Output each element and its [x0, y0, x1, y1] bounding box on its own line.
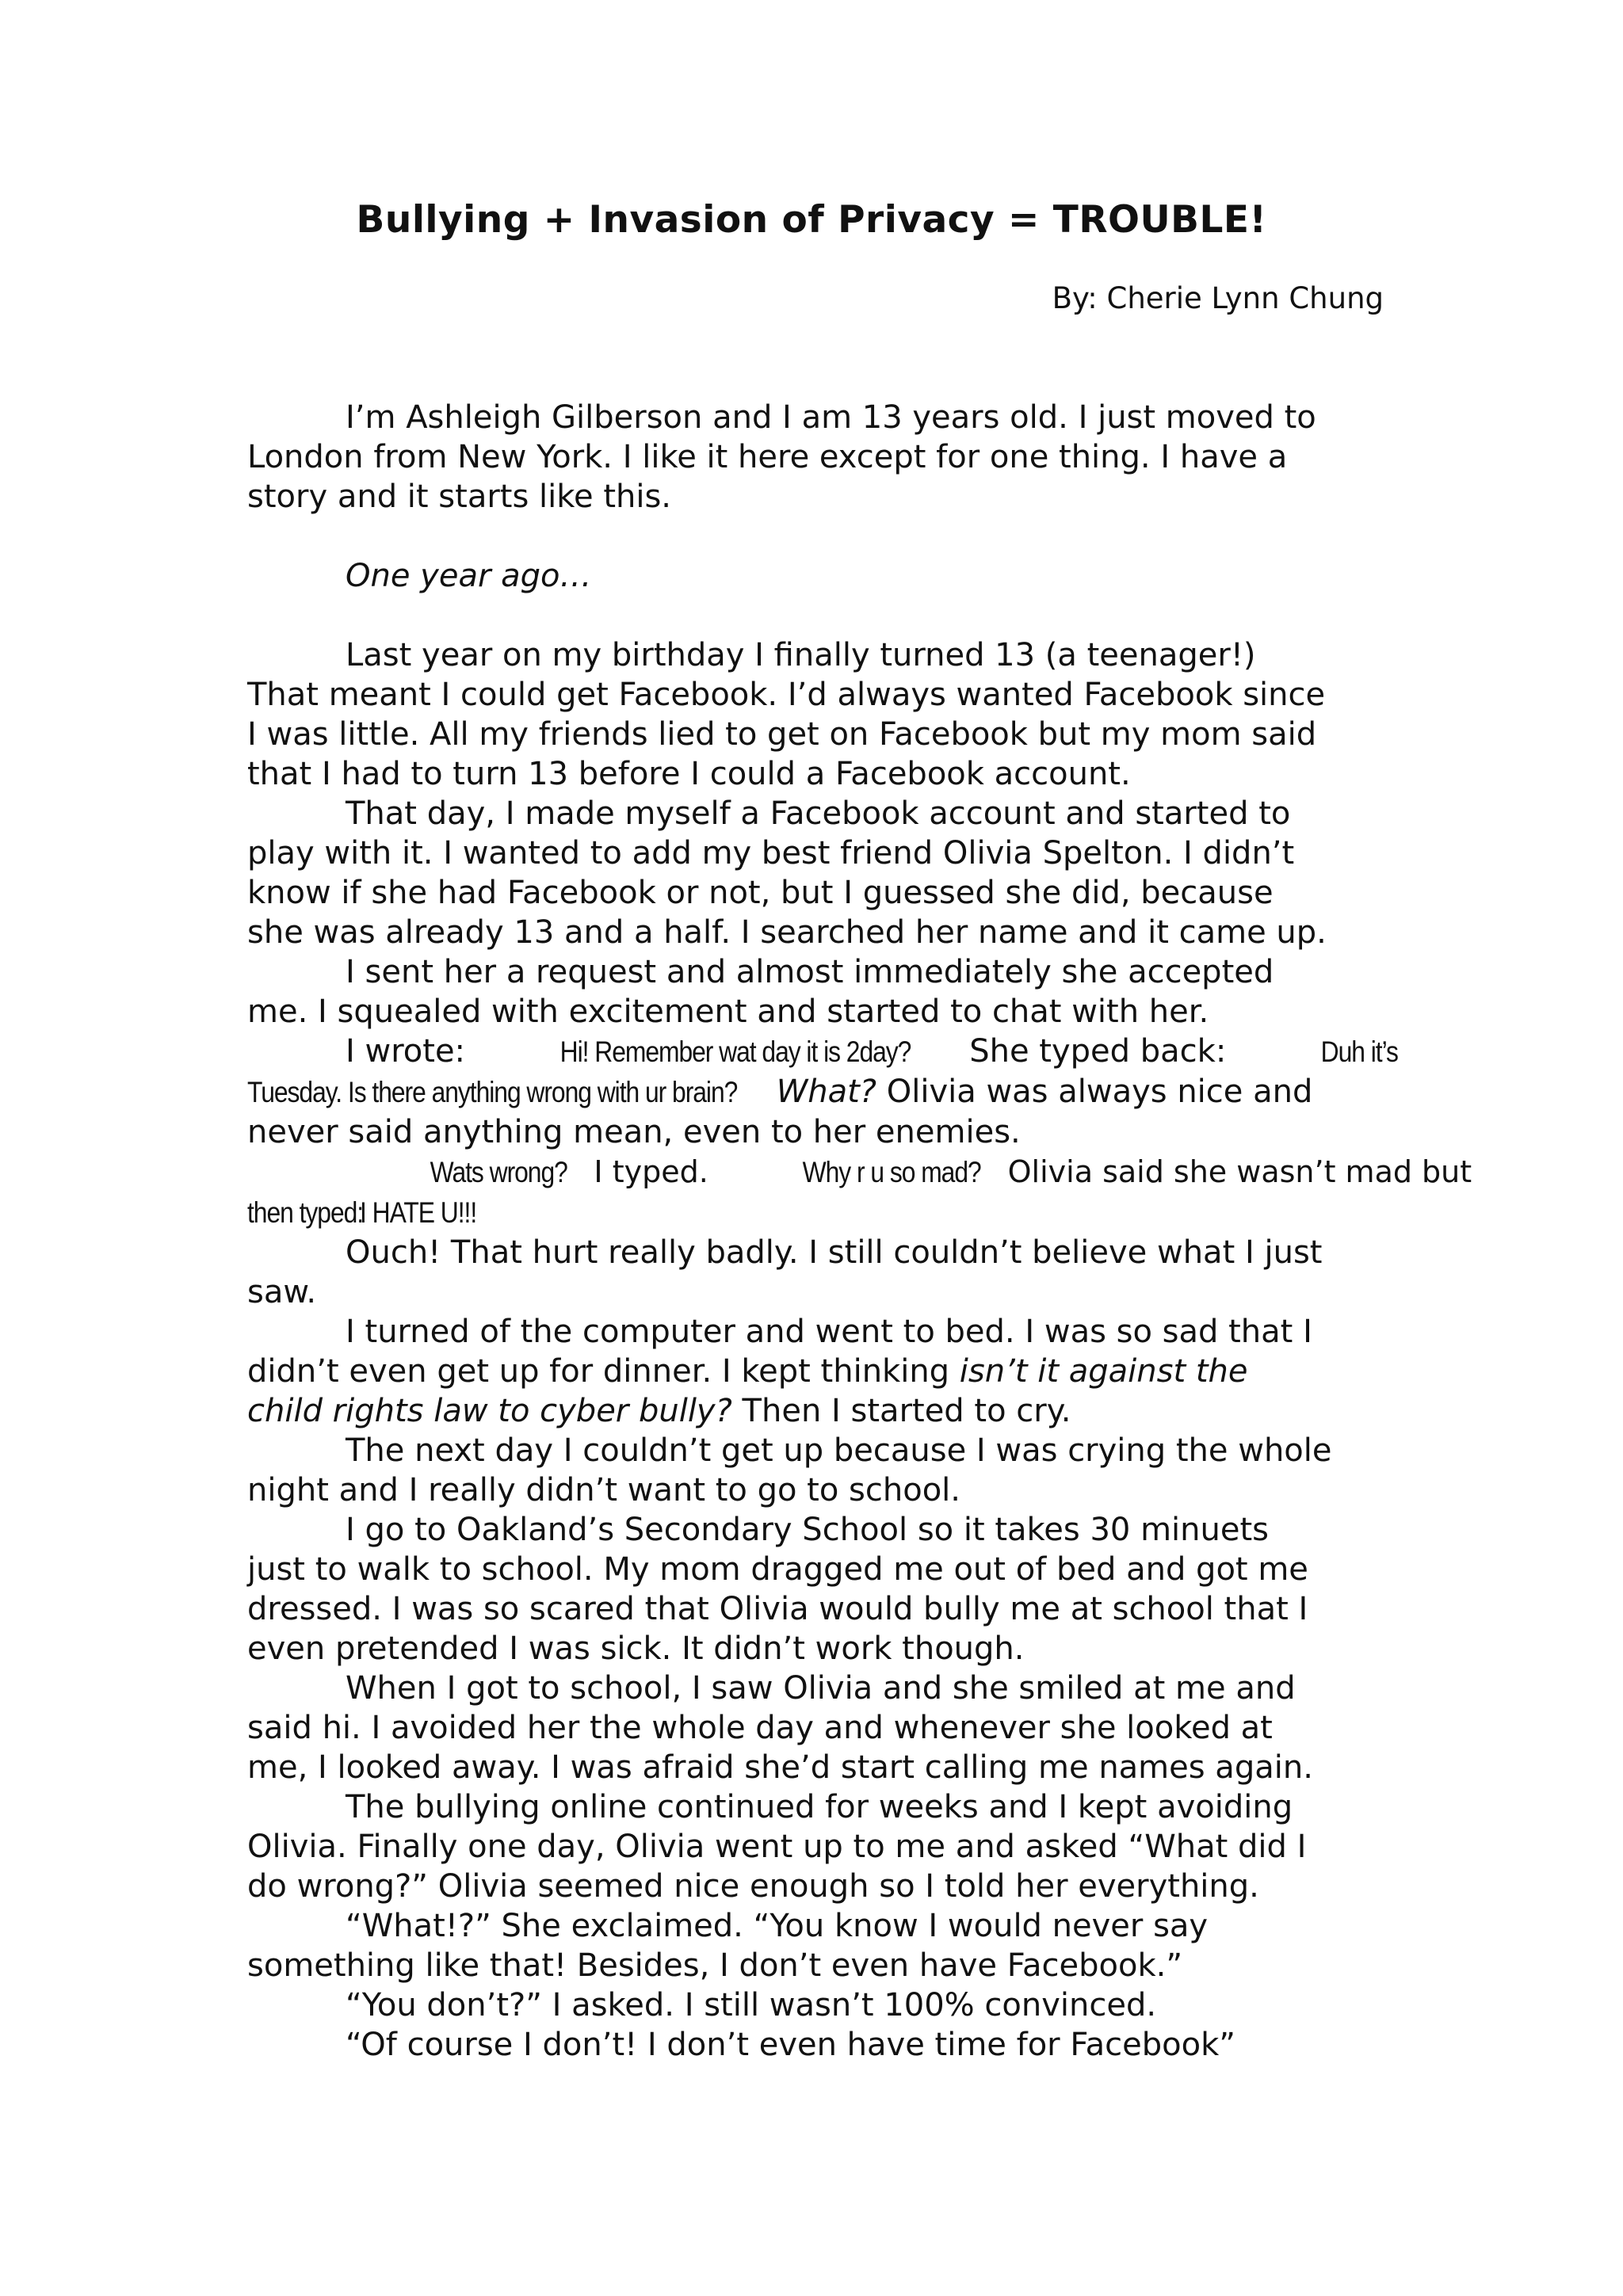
paragraph-bed	[247, 1312, 1390, 1431]
text-line: said hi. I avoided her the whole day and whenever she looked at	[247, 1710, 1273, 1746]
text-line: When I got to school, I saw Olivia and she smiled at me and	[346, 1670, 1296, 1707]
text-line: she was already 13 and a half. I searched her name and it came up.	[247, 914, 1327, 951]
text-line: even pretended I was sick. It didn’t work though.	[247, 1630, 1025, 1667]
text-line: Olivia. Finally one day, Olivia went up to me and asked “What did I	[247, 1829, 1307, 1865]
text-line: “What!?” She exclaimed. “You know I would never say	[346, 1908, 1209, 1944]
text-line: saw.	[247, 1274, 317, 1310]
text-line: I sent her a request and almost immediately she accepted	[346, 954, 1274, 990]
paragraph-chat-2	[247, 1152, 1472, 1233]
text-line	[247, 1032, 1398, 1072]
paragraph-ouch	[247, 1233, 1390, 1312]
text-line: “Of course I don’t! I don’t even have time for Facebook”	[346, 2027, 1236, 2063]
text-line: The next day I couldn’t get up because I was crying the whole	[346, 1432, 1332, 1469]
narration: She typed back:	[959, 1033, 1237, 1070]
author-byline: By: Cherie Lynn Chung	[1052, 281, 1384, 315]
paragraph-smiled	[247, 1669, 1390, 1787]
text-line: That day, I made myself a Facebook account and started to	[346, 795, 1291, 832]
text-line: Last year on my birthday I finally turned 13 (a teenager!)	[346, 637, 1256, 673]
text-line: I go to Oakland’s Secondary School so it takes 30 minuets	[346, 1512, 1269, 1548]
narration: then typed:	[247, 1196, 364, 1229]
narration: Olivia was always nice and	[876, 1074, 1313, 1110]
chat-message: Hi! Remember wat day it is 2day?	[559, 1035, 911, 1068]
text-line	[247, 1152, 1472, 1192]
text-line: me, I looked away. I was afraid she’d start calling me names again.	[247, 1749, 1313, 1786]
story-title: Bullying + Invasion of Privacy = TROUBLE!	[356, 198, 1267, 242]
chat-message: I HATE U!!!	[359, 1196, 477, 1229]
chat-message: Wats wrong?	[430, 1156, 567, 1188]
text-line: something like that! Besides, I don’t even have Facebook.”	[247, 1947, 1183, 1984]
text-line: “You don’t?” I asked. I still wasn’t 100% convinced.	[346, 1987, 1157, 2023]
paragraph-flashback	[247, 556, 1390, 596]
italic-thought: isn’t it against the	[959, 1353, 1248, 1390]
text-line: me. I squealed with excitement and started to chat with her.	[247, 994, 1209, 1030]
paragraph-next-day	[247, 1431, 1390, 1510]
narration: didn’t even get up for dinner. I kept thinking	[247, 1353, 960, 1390]
text-line: dressed. I was so scared that Olivia would bully me at school that I	[247, 1591, 1308, 1627]
narration: I typed.	[584, 1154, 718, 1189]
paragraph-intro	[247, 398, 1390, 517]
text-line	[247, 1391, 1390, 1431]
italic-thought: What?	[776, 1074, 877, 1110]
text-line: I was little. All my friends lied to get on Facebook but my mom said	[247, 716, 1317, 753]
text-line: London from New York. I like it here except for one thing. I have a	[247, 439, 1288, 475]
text-line: never said anything mean, even to her enemies.	[247, 1114, 1021, 1150]
story-body	[247, 398, 1472, 2065]
text-line: that I had to turn 13 before I could a Facebook account.	[247, 756, 1131, 792]
paragraph-account	[247, 794, 1390, 952]
flashback-text: One year ago…	[346, 558, 592, 594]
text-line: know if she had Facebook or not, but I guessed she did, because	[247, 875, 1274, 911]
text-line	[247, 1072, 1390, 1112]
text-line: night and I really didn’t want to go to school.	[247, 1472, 960, 1508]
text-line: do wrong?” Olivia seemed nice enough so I told her everything.	[247, 1868, 1259, 1905]
paragraph-of-course	[247, 2025, 1390, 2065]
text-line: just to walk to school. My mom dragged me out of bed and got me	[247, 1551, 1308, 1588]
chat-message: Duh it’s	[1320, 1035, 1398, 1068]
text-line	[247, 1192, 1390, 1233]
paragraph-exclaim	[247, 1906, 1390, 1985]
paragraph-weeks	[247, 1787, 1390, 1906]
text-line	[247, 1352, 1390, 1391]
paragraph-chat-1	[247, 1032, 1398, 1152]
text-line: story and it starts like this.	[247, 479, 672, 515]
paragraph-birthday	[247, 635, 1390, 794]
text-line: That meant I could get Facebook. I’d always wanted Facebook since	[247, 677, 1326, 713]
chat-message: Tuesday. Is there anything wrong with ur brain?	[247, 1076, 738, 1108]
text-line: Ouch! That hurt really badly. I still couldn’t believe what I just	[346, 1234, 1323, 1271]
narration: Olivia said she wasn’t mad but	[998, 1154, 1472, 1189]
chat-message: Why r u so mad?	[802, 1156, 981, 1188]
italic-thought: child rights law to cyber bully?	[247, 1393, 732, 1429]
paragraph-request	[247, 952, 1390, 1032]
narration: Then I started to cry.	[731, 1393, 1071, 1429]
text-line: I turned of the computer and went to bed. I was so sad that I	[346, 1314, 1312, 1350]
paragraph-you-dont	[247, 1985, 1390, 2025]
text-line: play with it. I wanted to add my best friend Olivia Spelton. I didn’t	[247, 835, 1295, 871]
text-line: I’m Ashleigh Gilberson and I am 13 years old. I just moved to	[346, 399, 1316, 436]
text-line: The bullying online continued for weeks and I kept avoiding	[346, 1789, 1293, 1825]
paragraph-school	[247, 1510, 1390, 1669]
narration: I wrote:	[346, 1033, 475, 1070]
